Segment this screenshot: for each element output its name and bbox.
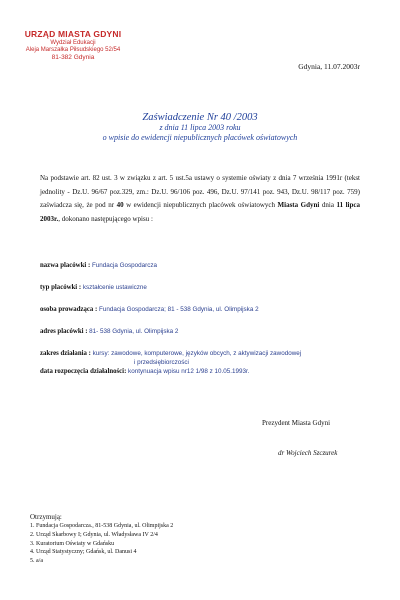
signature-title: Prezydent Miasta Gdyni [262, 419, 331, 427]
document-title [0, 112, 400, 142]
field-osoba [40, 306, 259, 313]
field-label: nazwa placówki : [40, 262, 91, 269]
body-text-3: dnia [319, 201, 337, 210]
field-label: data rozpoczęcia działalności: [40, 368, 127, 375]
field-zakres-continued [134, 359, 189, 366]
stamp-line-postcode: 81-382 Gdynia [51, 53, 95, 61]
field-adres [40, 328, 178, 335]
recipient-item: 1. Fundacja Gospodarcza., 81-538 Gdynia, ul. Olimpijska 2 [30, 523, 174, 530]
body-text-1: Na podstawie art. 82 ust. 3 w związku z art. 5 ust.5a ustawy o systemie oświaty z dnia 7 września 1991r (tekst jednolity - Dz.U. 96/67 poz.329, zm.: Dz.U. 96/106 poz. 496, Dz.U. 97/141 poz. 943, Dz.U. 98/117 poz. 759) zaświadcza się, że pod nr [40, 174, 360, 210]
recipient-item: 4. Urząd Statystyczny; Gdańsk, ul. Danusi 4 [30, 549, 137, 556]
field-zakres [40, 350, 301, 357]
field-value: kształcenie ustawiczne [82, 284, 147, 291]
body-text-4: , dokonano następującego wpisu : [58, 214, 153, 223]
field-data [40, 368, 250, 375]
recipient-item: 3. Kuratorium Oświaty w Gdańsku [30, 540, 115, 547]
office-stamp [18, 30, 128, 61]
body-date: 11 lipca 2003r. [40, 201, 360, 223]
body-number: 40 [116, 201, 124, 210]
field-value: i przedsiębiorczości [134, 359, 189, 366]
field-typ [40, 284, 147, 291]
body-city: Miasta Gdyni [277, 201, 320, 210]
body-text-2: w ewidencji niepublicznych placówek oświatowych [123, 201, 278, 210]
certificate-subject: o wpisie do ewidencji niepublicznych placówek oświatowych [102, 132, 298, 142]
field-nazwa [40, 262, 157, 269]
recipient-item: 5. a/a [30, 557, 43, 564]
document-date: Gdynia, 11.07.2003r [298, 62, 360, 71]
recipients-heading: Otrzymują: [30, 513, 62, 521]
recipient-item: 2. Urząd Skarbowy I; Gdynia, ul. Władysława IV 2/4 [30, 531, 158, 538]
field-value: Fundacja Gospodarcza [91, 262, 158, 269]
field-label: adres placówki : [40, 328, 88, 335]
stamp-line-office: URZĄD MIASTA GDYNI [24, 29, 122, 39]
signature-name: dr Wojciech Szczurek [278, 449, 338, 457]
certificate-body [40, 172, 360, 227]
recipients-list [30, 512, 173, 566]
field-label: zakres działania : [40, 350, 91, 357]
field-label: typ placówki : [40, 284, 82, 291]
certificate-number: Zaświadczenie Nr 40 /2003 [142, 112, 258, 123]
field-label: osoba prowadząca : [40, 306, 98, 313]
field-value: kursy: zawodowe, komputerowe, języków obcych, z aktywizacji zawodowej [92, 350, 302, 357]
stamp-line-department: Wydział Edukacji [50, 39, 96, 46]
certificate-date: z dnia 11 lipca 2003 roku [159, 123, 241, 132]
stamp-line-street: Aleja Marszałka Piłsudskiego 52/54 [25, 46, 121, 53]
field-value: Fundacja Gospodarcza; 81 - 538 Gdynia, ul. Olimpijska 2 [98, 306, 259, 313]
field-value: kontynuacja wpisu nr12 1/98 z 10.05.1993r. [128, 368, 250, 375]
field-value: 81- 538 Gdynia, ul. Olimpijska 2 [89, 328, 179, 335]
